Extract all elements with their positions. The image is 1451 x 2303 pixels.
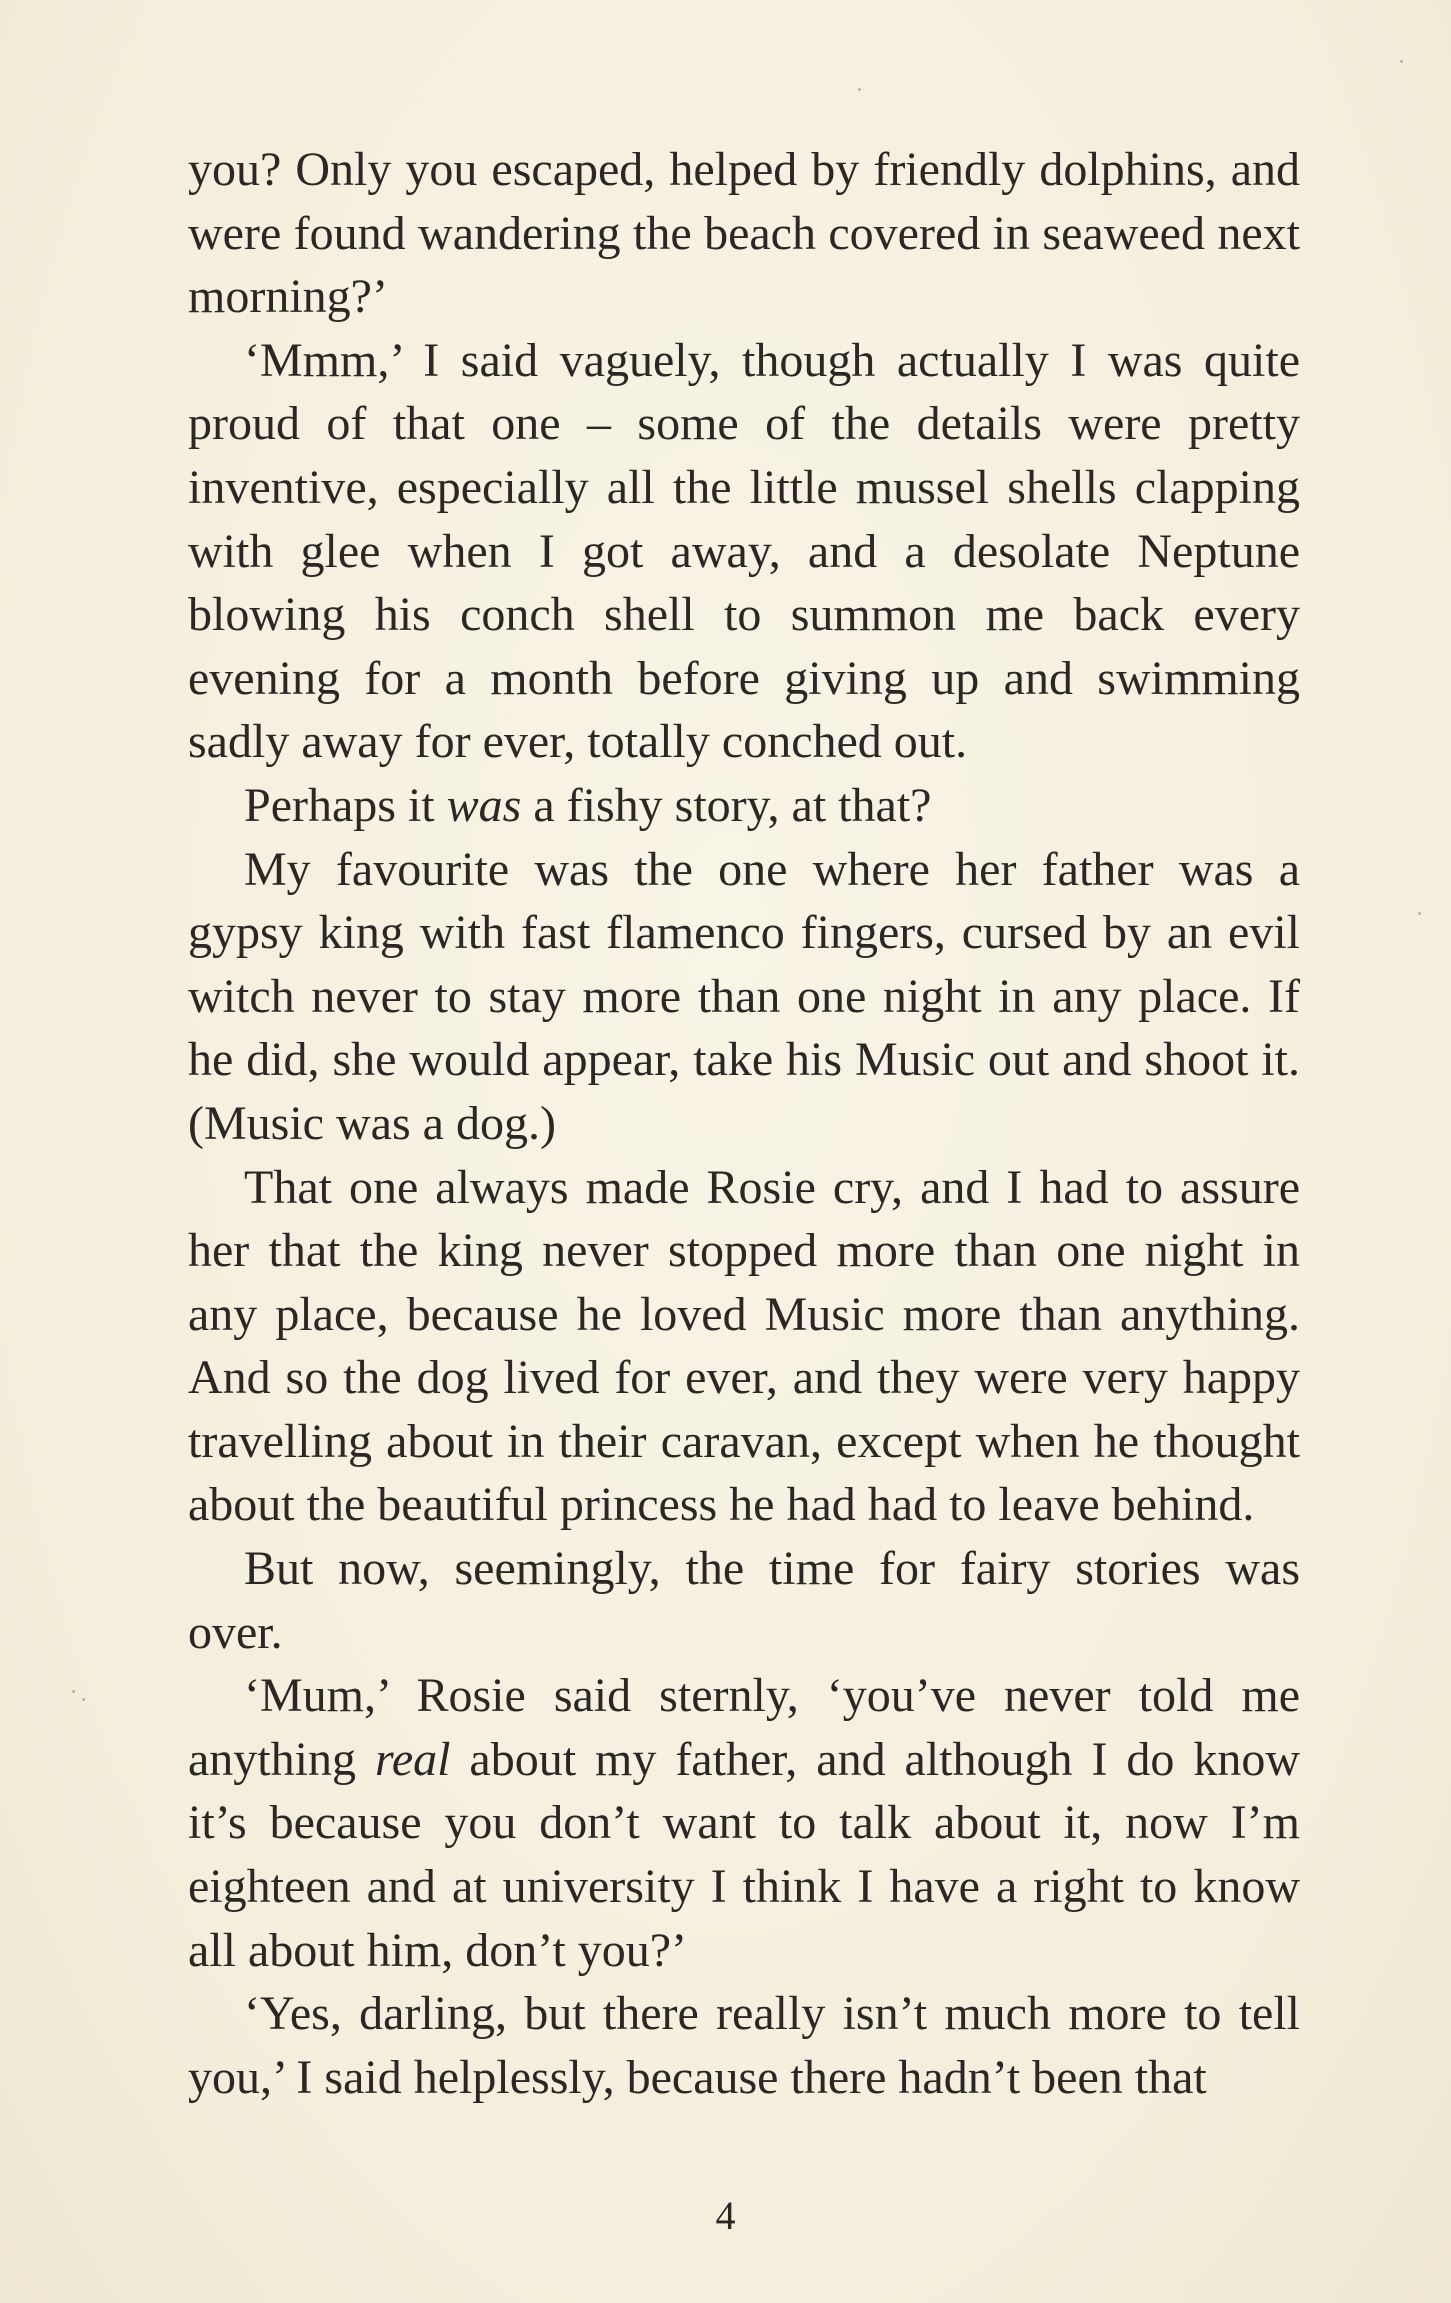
text-run: ‘Mmm,’ I said vaguely, though actually I was quite proud of that one – some of the details were pretty inventive, especially all the little mussel shells clapping with glee when I got away, and a desolate Neptune blowing his conch shell to summon me back every evening for a month before giving up and swimming sadly away for ever, totally conched out. — [188, 333, 1300, 769]
paragraph-p5 — [188, 1156, 1300, 1538]
text-run: My favourite was the one where her father was a gypsy king with fast flamenco fingers, cursed by an evil witch never to stay more than one night in any place. If he did, she would appear, take his Music out and shoot it. (Music was a dog.) — [188, 842, 1300, 1150]
text-run: ‘Yes, darling, but there really isn’t much more to tell you,’ I said helplessly, because there hadn’t been that — [188, 1987, 1300, 2104]
text-run: you? Only you escaped, helped by friendly dolphins, and were found wandering the beach covered in seaweed next morning?’ — [188, 143, 1300, 324]
paper-speck — [1418, 912, 1421, 915]
paper-speck — [82, 1698, 85, 1701]
paragraph-p7 — [188, 1664, 1300, 1982]
body-text — [188, 138, 1300, 2109]
text-run: a fishy story, at that? — [521, 778, 932, 832]
paragraph-p8 — [188, 1982, 1300, 2109]
italic-text: was — [446, 778, 522, 832]
text-run: about my father, and although I do know it’s because you don’t want to talk about it, now I’m eighteen and at university I think I have a right to know all about him, don’t you?’ — [188, 1732, 1300, 1977]
text-run: Perhaps it — [244, 778, 447, 832]
paragraph-p4 — [188, 838, 1300, 1156]
page-number: 4 — [715, 2193, 736, 2238]
paragraph-p2 — [188, 329, 1300, 774]
text-run: But now, seemingly, the time for fairy stories was over. — [188, 1542, 1300, 1659]
paper-speck — [1400, 60, 1403, 63]
italic-text: real — [374, 1732, 451, 1786]
paper-speck — [858, 88, 861, 91]
text-run: ‘Mum,’ Rosie said sternly, ‘you’ve never told me anything — [188, 1669, 1300, 1786]
paragraph-p3 — [188, 774, 1300, 838]
paragraph-p1 — [188, 138, 1300, 329]
paragraph-p6 — [188, 1537, 1300, 1664]
text-run: That one always made Rosie cry, and I had to assure her that the king never stopped more than one night in any place, because he loved Music more than anything. And so the dog lived for ever, and they were very happy travelling about in their caravan, except when he thought about the beautiful princess he had had to leave behind. — [188, 1160, 1300, 1532]
paper-speck — [72, 1690, 75, 1693]
